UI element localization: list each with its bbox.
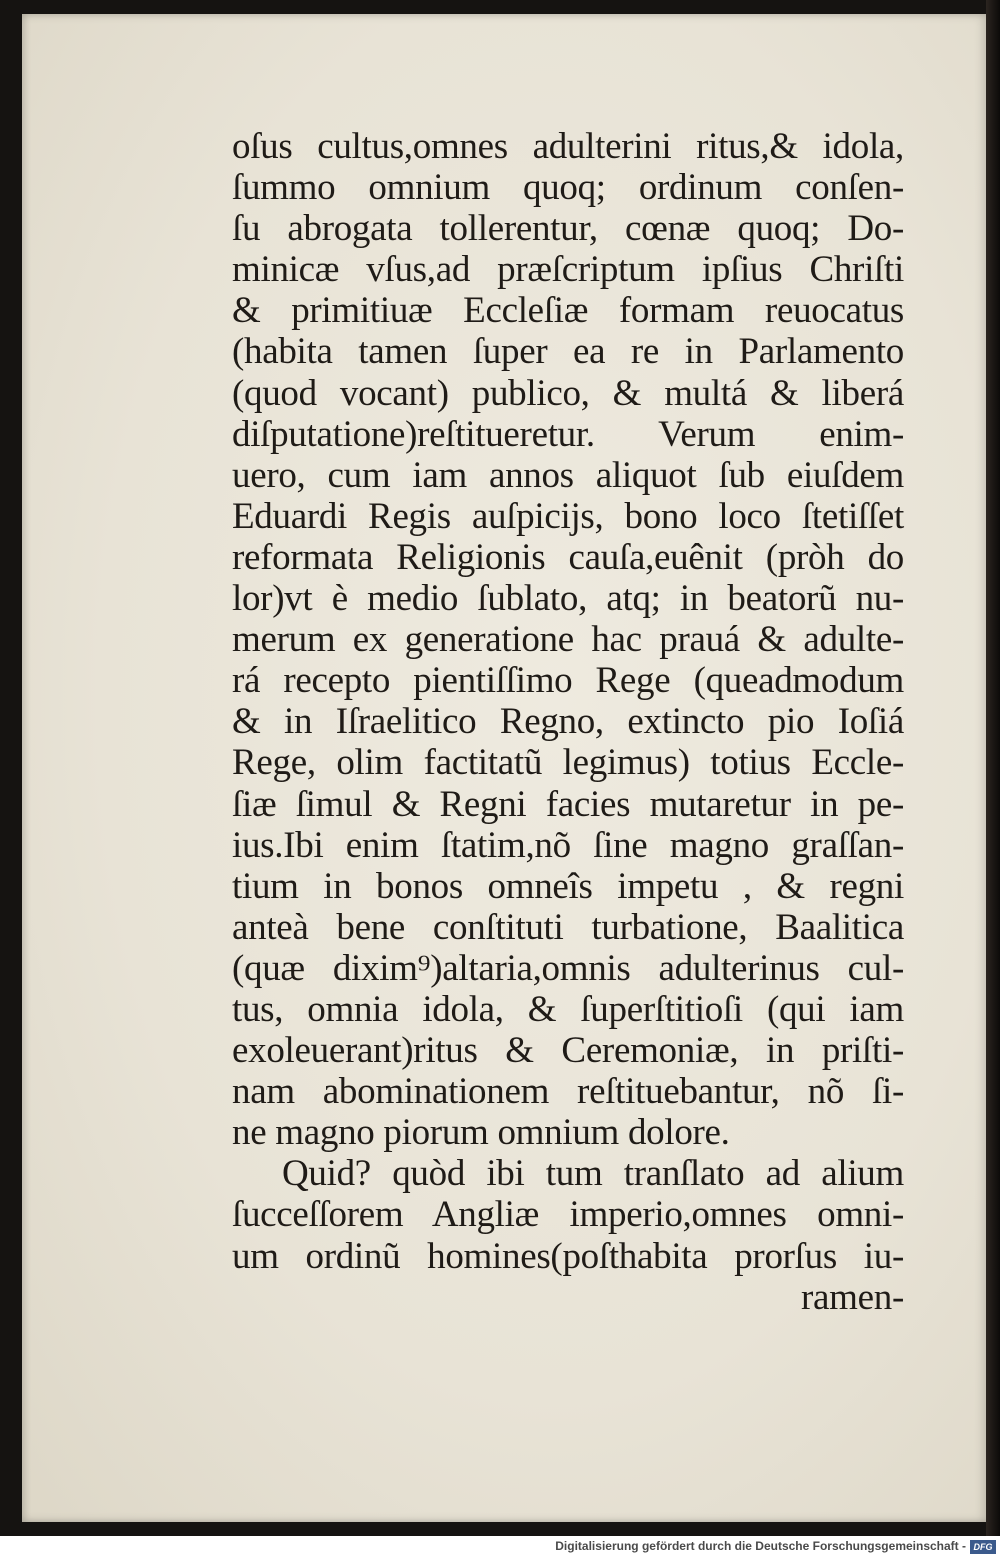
text-line-19: tium in bonos omneîs impetu , & regni: [232, 865, 904, 907]
dfg-logo: DFG: [970, 1540, 996, 1554]
text-line-16: Rege, olim factitatũ legimus) totius Eccle-: [232, 742, 904, 784]
text-line-15: & in Iſraelitico Regno, extincto pio Ioſiá: [232, 701, 904, 743]
text-line-17: ſiæ ſimul & Regni facies mutaretur in pe-: [232, 783, 904, 825]
text-line-8: diſputatione)reſtitueretur. Verum enim-: [232, 413, 904, 455]
text-line-14: rá recepto pientiſſimo Rege (queadmodum: [232, 660, 904, 702]
text-line-6: (habita tamen ſuper ea re in Parlamento: [232, 331, 904, 373]
text-line-9: uero, cum iam annos aliquot ſub eiuſdem: [232, 454, 904, 496]
catchword: ramen-: [801, 1276, 904, 1318]
text-line-1: oſus cultus,omnes adulterini ritus,& idola,: [232, 126, 904, 167]
text-line-2: ſummo omnium quoq; ordinum conſen-: [232, 167, 904, 209]
body-text: [232, 126, 904, 1318]
footer-bar: [0, 1536, 1000, 1558]
text-line-27: ſucceſſorem Angliæ imperio,omnes omni-: [232, 1194, 904, 1236]
funding-credit: Digitalisierung gefördert durch die Deutsche Forschungsgemeinschaft -: [555, 1539, 966, 1553]
text-line-4: minicæ vſus,ad præſcriptum ipſius Chriſti: [232, 249, 904, 291]
text-line-25: ne magno piorum omnium dolore.: [232, 1112, 730, 1154]
text-line-24: nam abominationem reſtituebantur, nõ ſi-: [232, 1071, 904, 1113]
text-line-7: (quod vocant) publico, & multá & liberá: [232, 372, 904, 414]
text-line-11: reformata Religionis cauſa,euênit (pròh do: [232, 536, 904, 578]
text-line-12: lor)vt è medio ſublato, atq; in beatorũ nu-: [232, 578, 904, 620]
text-line-13: merum ex generatione hac prauá & adulte-: [232, 619, 904, 661]
text-line-21: (quæ dixim⁹)altaria,omnis adulterinus cul-: [232, 947, 904, 989]
text-line-5: & primitiuæ Eccleſiæ formam reuocatus: [232, 290, 904, 332]
text-line-20: anteà bene conſtituti turbatione, Baalitica: [232, 906, 904, 948]
text-line-3: ſu abrogata tollerentur, cœnæ quoq; Do-: [232, 208, 904, 250]
book-spine-edge: [986, 0, 1000, 1536]
text-line-22: tus, omnia idola, & ſuperſtitioſi (qui iam: [232, 988, 904, 1030]
text-line-26: Quid? quòd ibi tum tranſlato ad alium: [282, 1153, 904, 1195]
text-line-18: ius.Ibi enim ſtatim,nõ ſine magno graſſan-: [232, 824, 904, 866]
text-line-28: um ordinũ homines(poſthabita prorſus iu-: [232, 1235, 904, 1277]
text-line-10: Eduardi Regis auſpicijs, bono loco ſtetiſſet: [232, 495, 904, 537]
text-line-23: exoleuerant)ritus & Ceremoniæ, in priſti-: [232, 1030, 904, 1072]
